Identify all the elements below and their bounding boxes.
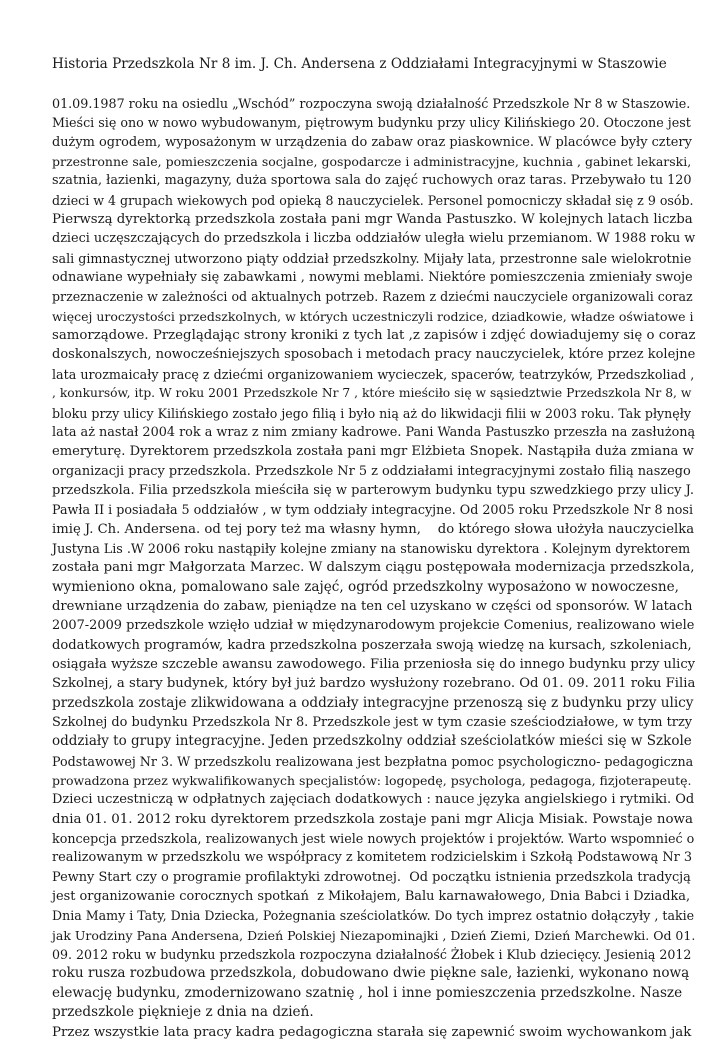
body-line: Podstawowej Nr 3. W przedszkolu realizowana jest bezpłatna pomoc psychologiczno- pedagogiczna: [52, 753, 694, 769]
body-line: więcej uroczystości przedszkolnych, w których uczestniczyli rodzice, dziadkowie, władze oświatowe i: [52, 308, 694, 324]
body-line: Szkolnej, a stary budynek, który był już bardzo wysłużony rozebrano. Od 01. 09. 2011 roku Filia: [52, 676, 696, 692]
body-line: dodatkowych programów, kadra przedszkolna poszerzała swoją wiedzę na kursach, szkoleniach,: [52, 637, 692, 653]
body-line: prowadzona przez wykwalifikowanych specjalistów: logopedę, psychologa, pedagoga, fizjoterapeutę.: [52, 773, 692, 789]
body-line: osiągała wyższe szczeble awansu zawodowego. Filia przeniosła się do innego budynku przy ulicy: [52, 656, 696, 672]
body-line: Justyna Lis .W 2006 roku nastąpiły kolejne zmiany na stanowisku dyrektora . Kolejnym dyrektorem: [52, 540, 691, 556]
body-line: Pierwszą dyrektorką przedszkola została pani mgr Wanda Pastuszko. W kolejnych latach liczba: [52, 212, 693, 228]
body-line: 09. 2012 roku w budynku przedszkola rozpoczyna działalność Żłobek i Klub dziecięcy. Jesienią 2012: [52, 947, 692, 963]
body-line: , konkursów, itp. W roku 2001 Przedszkole Nr 7 , które mieściło się w sąsiedztwie Przedszkola Nr 8, w: [52, 386, 692, 401]
body-line: przeznaczenie w zależności od aktualnych potrzeb. Razem z dziećmi nauczyciele organizowali coraz: [52, 289, 693, 305]
body-line: realizowanym w przedszkolu we współpracy z komitetem rodzicielskim i Szkołą Podstawową Nr 3: [52, 850, 693, 866]
document-title: Historia Przedszkola Nr 8 im. J. Ch. Andersena z Oddziałami Integracyjnymi w Staszowie: [52, 56, 667, 72]
body-line: koncepcja przedszkola, realizowanych jest wiele nowych projektów i projektów. Warto wspomnieć o: [52, 831, 695, 847]
body-line: przedszkole pięknieje z dnia na dzień.: [52, 1004, 314, 1021]
body-line: jak Urodziny Pana Andersena, Dzień Polskiej Niezapominajki , Dzień Ziemi, Dzień Marchewki. Od 01.: [52, 927, 696, 943]
body-line: drewniane urządzenia do zabaw, pieniądze na ten cel uzyskano w części od sponsorów. W latach: [52, 598, 693, 614]
body-line: lata aż nastał 2004 rok a wraz z nim zmiany kadrowe. Pani Wanda Pastuszko przeszła na zasłużoną: [52, 424, 696, 440]
body-line: Szkolnej do budynku Przedszkola Nr 8. Przedszkole jest w tym czasie sześciodziałowe, w tym trzy: [52, 715, 693, 730]
body-line: Pewny Start czy o programie profilaktyki zdrowotnej. Od początku istnienia przedszkola tradycją: [52, 869, 691, 885]
body-line: roku rusza rozbudowa przedszkola, dobudowano dwie piękne sale, łazienki, wykonano nową: [52, 965, 690, 982]
body-line: organizacji pracy przedszkola. Przedszkole Nr 5 z oddziałami integracyjnymi zostało filią naszego: [52, 463, 691, 479]
body-line: 2007-2009 przedszkole wzięło udział w międzynarodowym projekcie Comenius, realizowano wiele: [52, 618, 695, 634]
body-line: Mieści się ono w nowo wybudowanym, piętrowym budynku przy ulicy Kilińskiego 20. Otoczone jest: [52, 115, 691, 131]
body-line: doskonalszych, nowocześniejszych sposobach i metodach pracy nauczycielek, które przez kolejne: [52, 347, 696, 363]
body-line: Dzieci uczestniczą w odpłatnych zajęciach dodatkowych : nauce języka angielskiego i rytmiki. Od: [52, 792, 695, 808]
body-line: dużym ogrodem, wyposażonym w urządzenia do zabaw oraz piaskownice. W placówce były cztery: [52, 134, 692, 150]
body-line: przestronne sale, pomieszczenia socjalne, gospodarcze i administracyjne, kuchnia , gabinet lekarski,: [52, 154, 692, 170]
body-line: szatnia, łazienki, magazyny, duża sportowa sala do zajęć ruchowych oraz taras. Przebywało tu 120: [52, 173, 692, 189]
body-line: lata urozmaicały pracę z dziećmi organizowaniem wycieczek, spacerów, teatrzyków, Przedszkoliad ,: [52, 366, 695, 382]
body-line: jest organizowanie corocznych spotkań z Mikołajem, Balu karnawałowego, Dnia Babci i Dziadka,: [52, 889, 691, 905]
body-line: oddziały to grupy integracyjne. Jeden przedszkolny oddział sześciolatków mieści się w Szkole: [52, 733, 692, 750]
body-line: przedszkola zostaje zlikwidowana a oddziały integracyjne przenoszą się z budynku przy ulicy: [52, 694, 694, 711]
body-line: dnia 01. 01. 2012 roku dyrektorem przedszkola zostaje pani mgr Alicja Misiak. Powstaje nowa: [52, 811, 693, 827]
body-line: samorządowe. Przeglądając strony kroniki z tych lat ,z zapisów i zdjęć dowiadujemy się o coraz: [52, 328, 696, 344]
body-line: odnawiane wypełniały się zabawkami , nowymi meblami. Niektóre pomieszczenia zmieniały swoje: [52, 270, 693, 286]
body-line: dzieci w 4 grupach wiekowych pod opieką 8 nauczycielek. Personel pomocniczy składał się z 9 osób.: [52, 192, 694, 208]
document-body: [52, 94, 696, 1042]
body-line: elewację budynku, zmodernizowano szatnię , hol i inne pomieszczenia przedszkolne. Nasze: [52, 984, 683, 1001]
body-line: imię J. Ch. Andersena. od tej pory też ma własny hymn, do którego słowa ułożyła nauczycielka: [52, 521, 695, 537]
body-line: bloku przy ulicy Kilińskiego zostało jego filią i było nią aż do likwidacji filii w 2003 roku. Tak płynęły: [52, 405, 691, 421]
body-line: wymieniono okna, pomalowano sale zajęć, ogród przedszkolny wyposażono w nowoczesne,: [52, 578, 679, 595]
body-line: przedszkola. Filia przedszkola mieściła się w parterowym budynku typu szwedzkiego przy ulicy J.: [52, 482, 694, 498]
body-line: została pani mgr Małgorzata Marzec. W dalszym ciągu postępowała modernizacja przedszkola,: [52, 560, 695, 576]
body-line: 01.09.1987 roku na osiedlu „Wschód” rozpoczyna swoją działalność Przedszkole Nr 8 w Staszowie.: [52, 96, 691, 111]
body-line: Pawła II i posiadała 5 oddziałów , w tym oddziały integracyjne. Od 2005 roku Przedszkole Nr 8 nosi: [52, 502, 694, 518]
body-line: Dnia Mamy i Taty, Dnia Dziecka, Pożegnania sześciolatków. Do tych imprez ostatnio dołączyły , takie: [52, 908, 695, 924]
body-line: dzieci uczęszczających do przedszkola i liczba oddziałów uległa wielu przemianom. W 1988 roku w: [52, 231, 696, 247]
body-line: emeryturę. Dyrektorem przedszkola została pani mgr Elżbieta Snopek. Nastąpiła duża zmiana w: [52, 444, 694, 460]
body-line: Przez wszystkie lata pracy kadra pedagogiczna starała się zapewnić swoim wychowankom jak: [52, 1024, 692, 1040]
body-line: sali gimnastycznej utworzono piąty oddział przedszkolny. Mijały lata, przestronne sale wielokrotnie: [52, 250, 692, 266]
